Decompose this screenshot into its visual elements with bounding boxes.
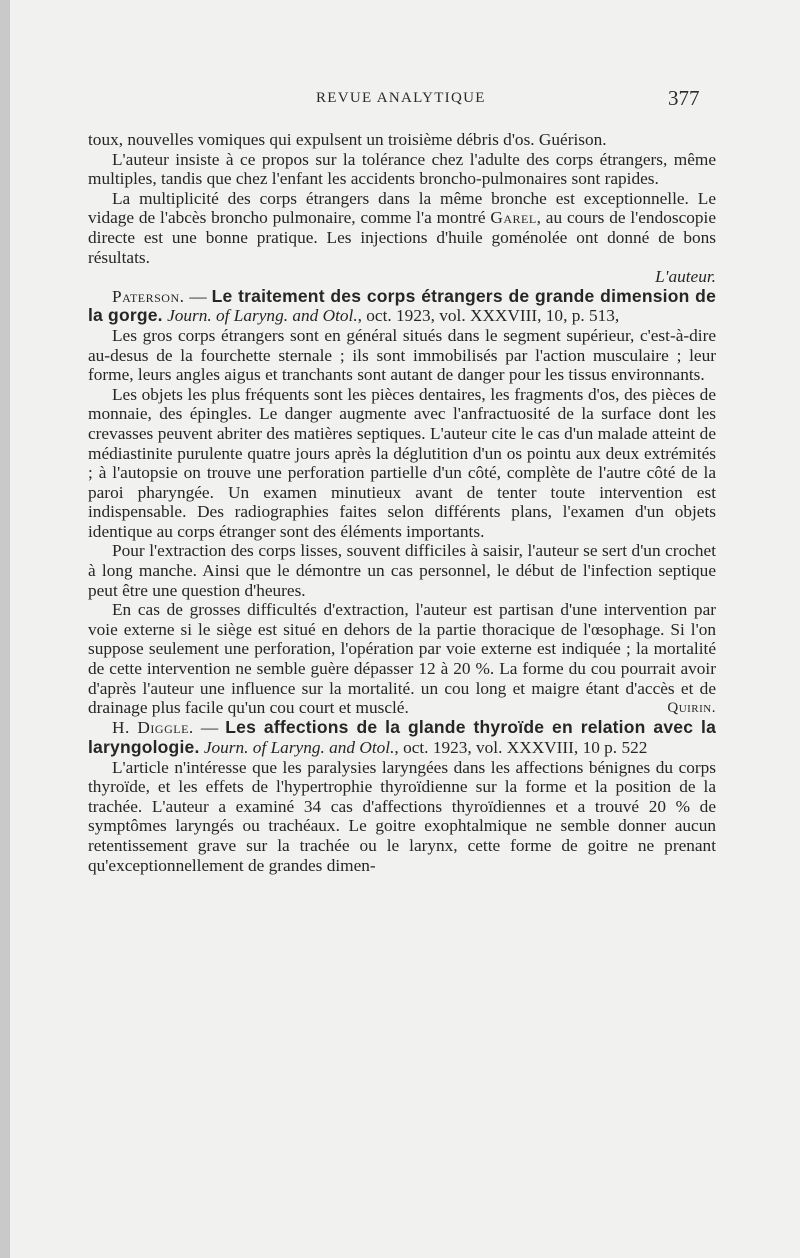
paragraph: Les objets les plus fréquents sont les pièces dentaires, les fragments d'os, des pièces de monnaie, des épingles. Le danger augmente avec l'anfractuosité de la surface dont les crevasses peuvent abriter des matières septiques. L'auteur cite le cas d'un malade atteint de médiastinite purulente quatre jours après la déglutition d'un os pointu aux deux extrémités ; à l'autopsie on trouve une perforation partielle d'un côté, complète de l'autre côté de la paroi pharyngée. Un examen minutieux avant de tenter toute intervention est indispensable. Des radiographies faites selon différents plans, l'examen d'un objets identique au corps étranger sont des éléments importants. (88, 384, 716, 541)
paragraph: Les gros corps étrangers sont en général situés dans le segment supérieur, c'est-à-dire au-desus de la fourchette sternale ; ils sont immobilisés par l'action musculaire ; leur forme, leurs angles aigus et tranchants sont autant de danger pour les tissus environnants. (88, 325, 716, 385)
paragraph: L'article n'intéresse que les paralysies laryngées dans les affections bénignes du corps thyroïde, et les effets de l'hypertrophie thyroïdienne sur la forme et la position de la trachée. L'auteur a examiné 34 cas d'affections thyroïdiennes et a trouvé 20 % de symptômes laryngés ou trachéaux. Le goitre exophtalmique ne semble donner aucun retentissement grave sur la trachée ou le larynx, cette forme de goitre ne prenant qu'exceptionnellement de grandes dimen- (88, 757, 716, 875)
article-title: Le traitement des corps étrangers de grande dimension de la gorge. (88, 285, 716, 326)
cited-author: Garel (490, 208, 537, 228)
article-title: Les affections de la glande thyroïde en relation avec la laryngologie. (88, 717, 717, 757)
journal-name: Journ. of Laryng. and Otol. (167, 306, 358, 326)
journal-reference: , oct. 1923, vol. XXXVIII, 10 p. 522 (394, 738, 648, 757)
signature: L'auteur. (655, 267, 716, 287)
paragraph: En cas de grosses difficultés d'extraction, l'auteur est partisan d'une intervention par voie externe si le siège est situé en dehors de la partie thoracique de l'œsophage. Si l'on suppose seulement une perforation, l'opération par voie externe est indiquée ; la mortalité de cette intervention ne semble guère dépasser 12 à 20 %. La forme du cou pourrait avoir d'après l'auteur une influence sur la mortalité. un cou long et maigre étant d'accès et de drainage plus facile qu'un cou court et musclé. (88, 600, 716, 718)
journal-name: Journ. of Laryng. and Otol. (203, 738, 395, 757)
paragraph: La multiplicité des corps étrangers dans la même bronche est exceptionnelle. Le vidage de l'abcès broncho pulmonaire, comme l'a montré Garel, au cours de l'endoscopie directe est une bonne pratique. Les injections d'huile goménolée ont donné de bons résultats. (88, 188, 716, 267)
paragraph: L'auteur insiste à ce propos sur la tolérance chez l'adulte des corps étrangers, même multiples, tandis que chez l'enfant les accidents broncho-pulmonaires sont rapides. (88, 149, 716, 189)
body-text (88, 130, 716, 875)
article-author: H. Diggle. (112, 718, 194, 738)
journal-reference: , oct. 1923, vol. XXXVIII, 10, p. 513, (357, 306, 620, 326)
article-author: Paterson. (112, 286, 185, 306)
article-heading: Paterson. — Le traitement des corps étrangers de grande dimension de la gorge. Journ. of Laryng. and Otol., oct. 1923, vol. XXXVIII, 10, p. 513, (88, 285, 716, 326)
article-heading: H. Diggle. — Les affections de la glande thyroïde en relation avec la laryngologie. Journ. of Laryng. and Otol., oct. 1923, vol. XXXVIII, 10 p. 522 (88, 717, 717, 757)
paragraph: Pour l'extraction des corps lisses, souvent difficiles à saisir, l'auteur se sert d'un crochet à long manche. Ainsi que le démontre un cas personnel, le début de l'infection septique peut être une question d'heures. (88, 541, 716, 600)
running-head-title: REVUE ANALYTIQUE (316, 90, 486, 106)
running-header (10, 86, 800, 112)
page-number: 377 (668, 86, 700, 110)
document-page (10, 0, 800, 1258)
signature: Quirin. (667, 699, 716, 716)
paragraph: toux, nouvelles vomiques qui expulsent un troisième débris d'os. Guérison. (88, 130, 607, 149)
